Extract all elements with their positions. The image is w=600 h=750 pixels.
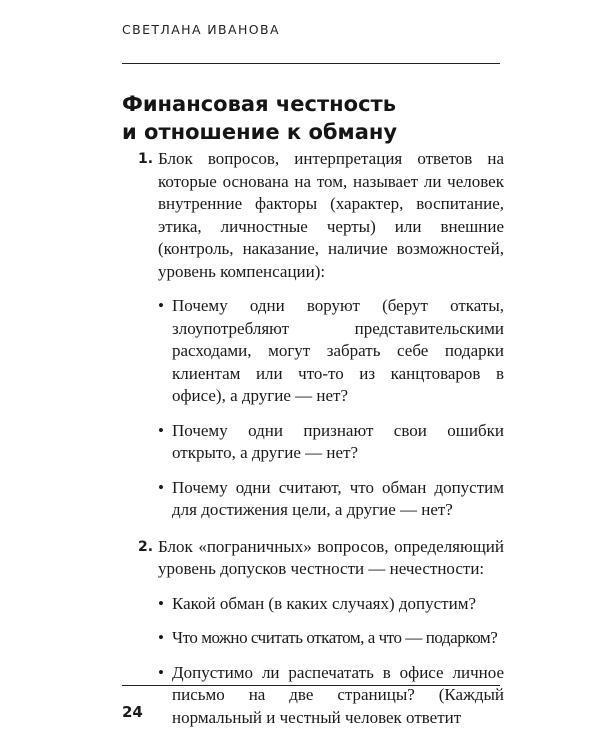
list-item-text: Почему одни считают, что обман допустим для достижения цели, а другие — нет? — [172, 477, 504, 519]
list-item — [128, 593, 504, 616]
bullet-icon: • — [158, 628, 164, 647]
question-list-2 — [128, 593, 504, 730]
footer-rule — [122, 685, 500, 686]
page-body — [128, 148, 504, 729]
page-number: 24 — [122, 703, 143, 721]
question-list-1 — [128, 295, 504, 522]
list-item-text: Почему одни признают свои ошибки открыто, а другие — нет? — [172, 420, 504, 462]
list-item — [128, 627, 504, 650]
list-item-text: Какой обман (в каких случаях) допустим? — [172, 593, 476, 613]
question-block-1 — [128, 148, 504, 283]
chapter-title-line-2: и отношение к обману — [122, 120, 398, 144]
list-item — [128, 477, 504, 522]
list-item — [128, 420, 504, 465]
list-item — [128, 295, 504, 408]
bullet-icon: • — [158, 477, 164, 497]
list-item-text: Допустимо ли распечатать в офисе личное письмо на две страницы? (Каждый нормальный и честный человек ответит — [172, 662, 504, 727]
bullet-icon: • — [158, 593, 164, 613]
bullet-icon: • — [158, 420, 164, 440]
bullet-icon: • — [158, 662, 164, 682]
block-intro-text: Блок вопросов, интерпретация ответов на которые основана на том, называет ли человек внутренние факторы (характер, воспитание, этика, личностные черты) или внешние (контроль, наказание, наличие возможностей, уровень компенсации): — [158, 149, 504, 281]
chapter-title — [122, 90, 512, 146]
question-block-2 — [128, 536, 504, 581]
chapter-title-line-1: Финансовая честность — [122, 92, 396, 116]
bullet-icon: • — [158, 296, 164, 315]
list-item — [128, 662, 504, 730]
list-item-text: Что можно считать откатом, а что — подарком? — [172, 628, 498, 647]
block-intro-text: Блок «пограничных» вопросов, определяющий уровень допусков честности — нечестности: — [158, 536, 504, 578]
running-head-author: СВЕТЛАНА ИВАНОВА — [122, 22, 280, 37]
header-rule — [122, 63, 500, 64]
block-number: 2. — [138, 538, 154, 555]
list-item-text: Почему одни воруют (берут откаты, злоупотребляют представительскими расходами, могут забрать себе подарки клиентам или что-то из канцтоваров в офисе), а другие — нет? — [172, 296, 504, 405]
block-number: 1. — [138, 151, 154, 167]
